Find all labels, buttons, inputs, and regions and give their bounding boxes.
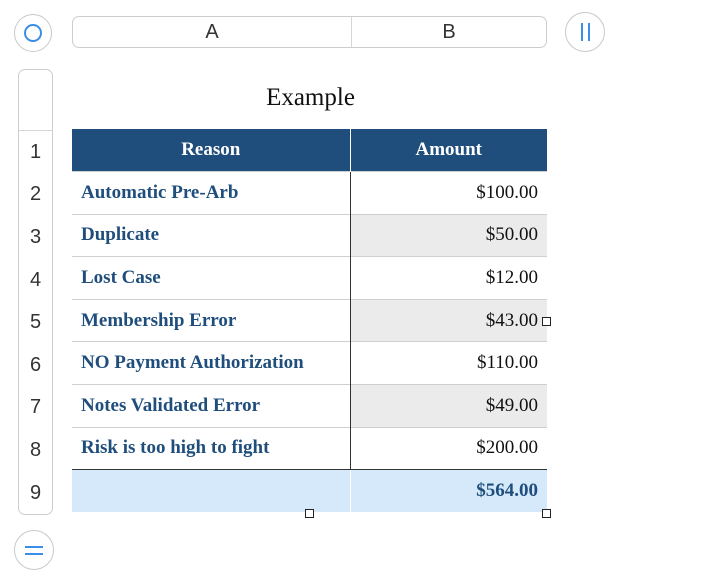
table-row [72, 299, 547, 342]
amount-cell[interactable]: $50.00 [350, 214, 547, 257]
corner-resize-handle[interactable] [542, 509, 551, 518]
amount-cell[interactable]: $200.00 [350, 427, 547, 470]
reason-cell[interactable]: Risk is too high to fight [72, 427, 350, 470]
table-row [72, 257, 547, 300]
reason-cell[interactable]: Notes Validated Error [72, 385, 350, 428]
row-header-7[interactable]: 7 [29, 396, 42, 419]
right-resize-handle[interactable] [542, 317, 551, 326]
add-row-button[interactable] [14, 530, 54, 570]
amount-cell[interactable]: $12.00 [350, 257, 547, 300]
table-row [72, 385, 547, 428]
add-column-button[interactable] [565, 12, 605, 52]
select-all-button[interactable] [14, 14, 52, 52]
column-header-bar [72, 16, 547, 48]
amount-cell[interactable]: $49.00 [350, 385, 547, 428]
bar-line [25, 553, 43, 555]
amount-cell[interactable]: $43.00 [350, 299, 547, 342]
row-header-title-slot [19, 70, 52, 131]
row-header-9[interactable]: 9 [29, 481, 42, 504]
reason-cell[interactable]: Automatic Pre-Arb [72, 172, 350, 215]
row-header-bar [18, 69, 53, 515]
total-amount-cell[interactable]: $564.00 [350, 470, 547, 513]
row-header-5[interactable]: 5 [29, 311, 42, 334]
row-header-1[interactable]: 1 [29, 140, 42, 163]
table-title[interactable]: Example [266, 84, 355, 111]
table-row [72, 172, 547, 215]
table-header-row [72, 129, 547, 172]
double-vertical-bar-icon [581, 23, 590, 41]
reason-cell[interactable]: Membership Error [72, 299, 350, 342]
header-cell-amount[interactable]: Amount [350, 129, 547, 172]
total-row [72, 470, 547, 513]
double-horizontal-bar-icon [25, 546, 43, 548]
reason-cell[interactable]: Lost Case [72, 257, 350, 300]
row-header-3[interactable]: 3 [29, 225, 42, 248]
column-header-a[interactable]: A [73, 17, 352, 47]
header-cell-reason[interactable]: Reason [72, 129, 350, 172]
column-header-b[interactable]: B [442, 20, 456, 43]
bottom-resize-handle[interactable] [305, 509, 314, 518]
row-header-2[interactable]: 2 [29, 183, 42, 206]
row-header-4[interactable]: 4 [29, 268, 42, 291]
row-header-8[interactable]: 8 [29, 438, 42, 461]
data-table [72, 129, 547, 512]
reason-cell[interactable]: Duplicate [72, 214, 350, 257]
amount-cell[interactable]: $100.00 [350, 172, 547, 215]
total-label-cell[interactable] [72, 470, 350, 513]
amount-cell[interactable]: $110.00 [350, 342, 547, 385]
circle-icon [24, 24, 42, 42]
reason-cell[interactable]: NO Payment Authorization [72, 342, 350, 385]
table-row [72, 427, 547, 470]
row-header-6[interactable]: 6 [29, 353, 42, 376]
table-row [72, 342, 547, 385]
table-row [72, 214, 547, 257]
